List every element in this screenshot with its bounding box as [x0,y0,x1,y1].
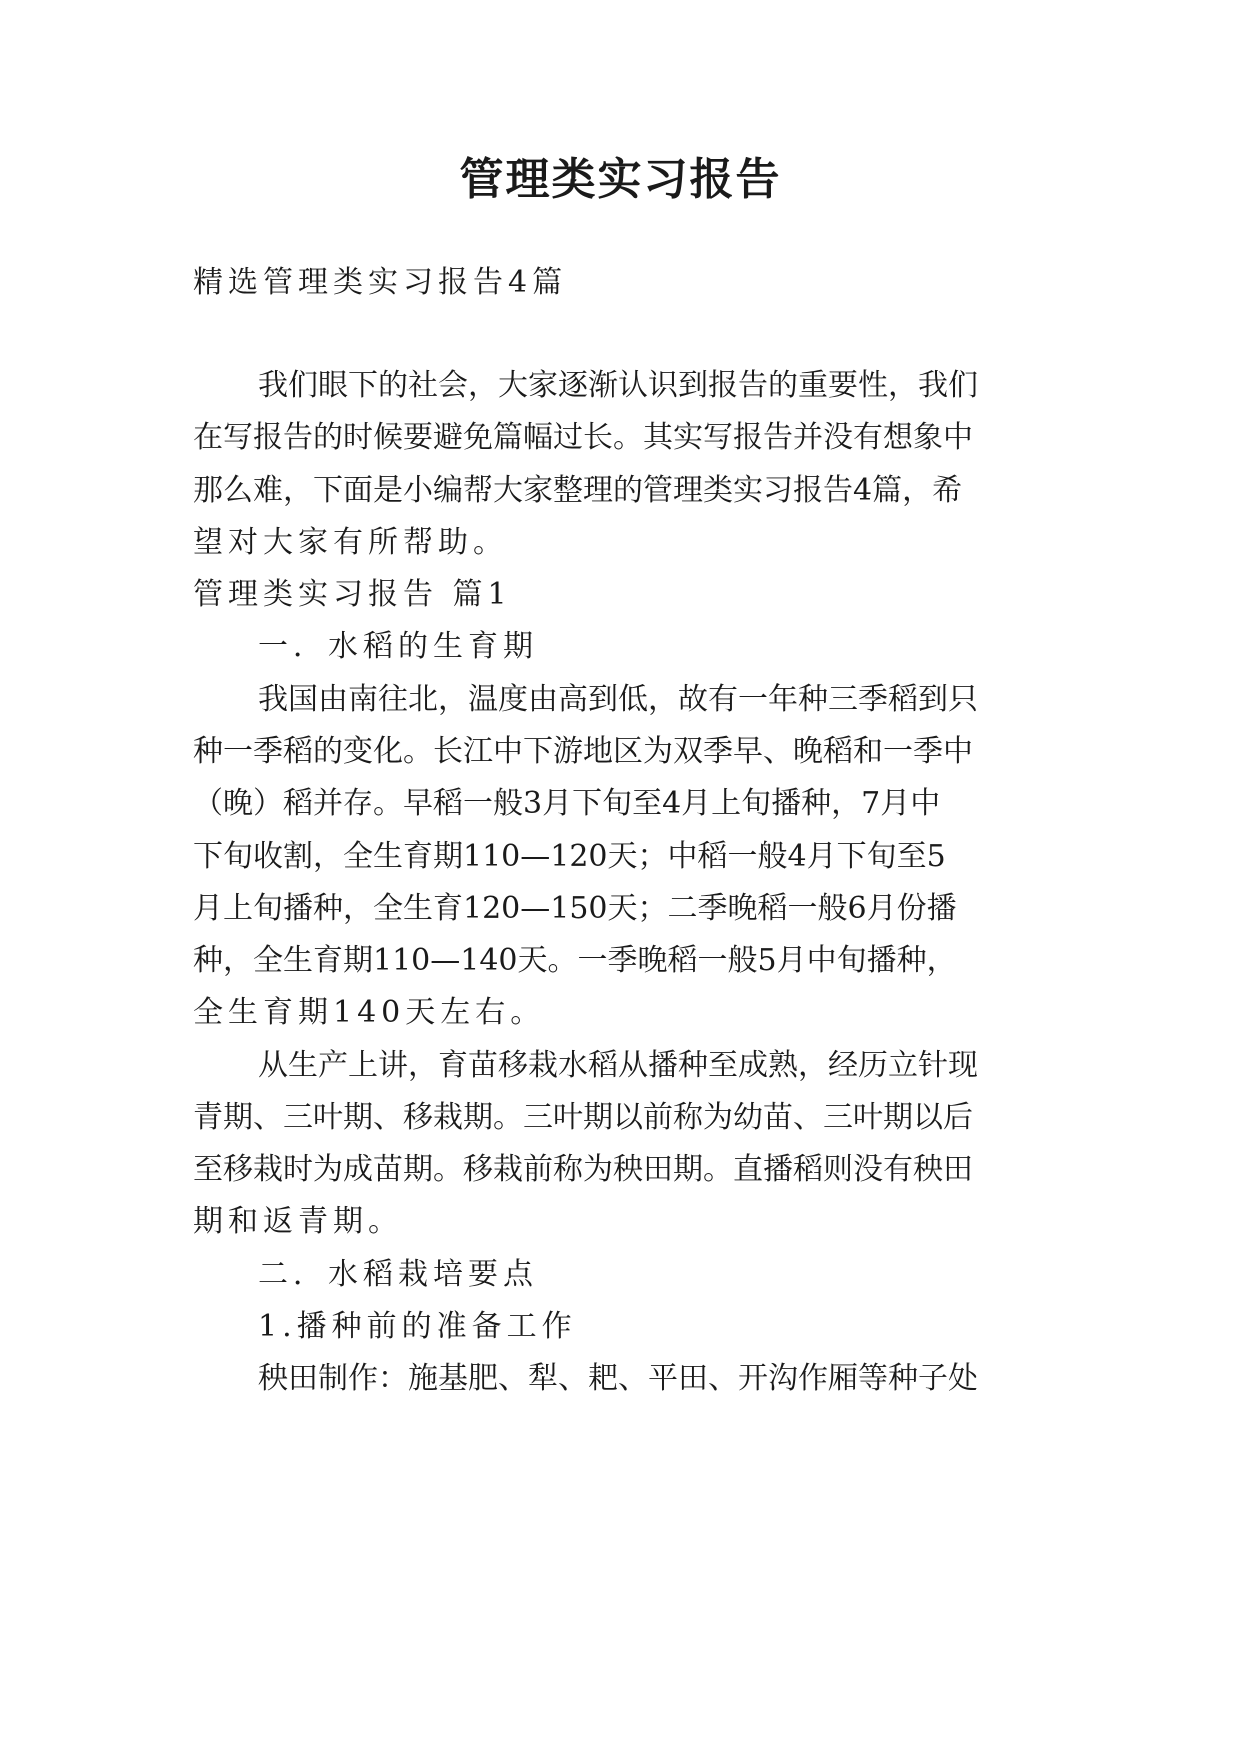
section-heading: 管理类实习报告 篇1 [193,577,512,612]
para1-line-3: （晚）稻并存。早稻一般3月下旬至4月上旬播种，7月中 [193,786,941,821]
heading-growth-period: 一．水稻的生育期 [258,629,538,664]
para1-line-7: 全生育期140天左右。 [193,995,546,1030]
intro-line-1: 我们眼下的社会，大家逐渐认识到报告的重要性，我们 [258,368,978,403]
para1-line-5: 月上旬播种，全生育120—150天；二季晚稻一般6月份播 [193,891,957,926]
para2-line-3: 至移栽时为成苗期。移栽前称为秧田期。直播稻则没有秧田 [193,1152,973,1187]
heading-preparation: 1.播种前的准备工作 [258,1309,577,1344]
para2-line-4: 期和返青期。 [193,1204,403,1239]
para2-line-2: 青期、三叶期、移栽期。三叶期以前称为幼苗、三叶期以后 [193,1100,973,1135]
para1-line-2: 种一季稻的变化。长江中下游地区为双季早、晚稻和一季中 [193,734,973,769]
document-subtitle: 精选管理类实习报告4篇 [193,265,568,300]
para1-line-6: 种，全生育期110—140天。一季晚稻一般5月中旬播种， [193,943,957,978]
para1-line-4: 下旬收割，全生育期110—120天；中稻一般4月下旬至5 [193,839,946,874]
intro-line-4: 望对大家有所帮助。 [193,525,508,560]
para1-line-1: 我国由南往北，温度由高到低，故有一年种三季稻到只 [258,682,978,717]
intro-line-3: 那么难，下面是小编帮大家整理的管理类实习报告4篇，希 [193,473,963,508]
document-title: 管理类实习报告 [459,154,782,205]
para2-line-1: 从生产上讲，育苗移栽水稻从播种至成熟，经历立针现 [258,1048,978,1083]
intro-line-2: 在写报告的时候要避免篇幅过长。其实写报告并没有想象中 [193,420,973,455]
para3-line-1: 秧田制作：施基肥、犁、耙、平田、开沟作厢等种子处 [258,1361,978,1396]
heading-cultivation: 二．水稻栽培要点 [258,1257,538,1292]
